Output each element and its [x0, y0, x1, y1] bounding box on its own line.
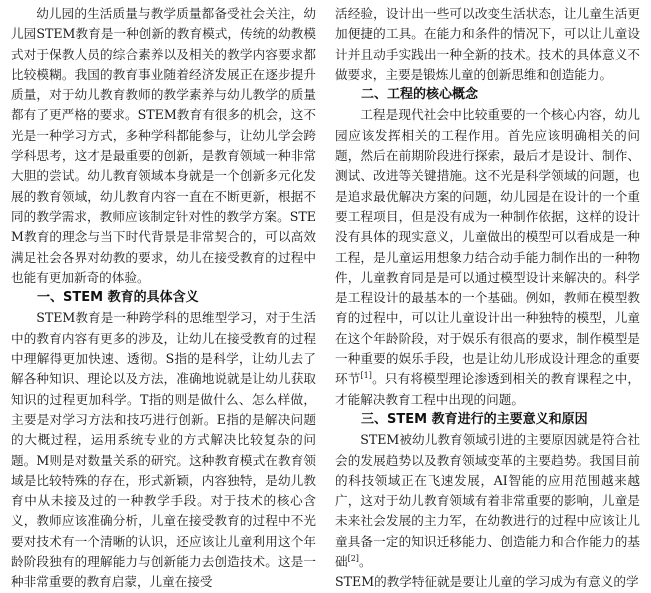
section-heading-3: 三、STEM 教育进行的主要意义和原因 — [361, 411, 588, 427]
left-column — [11, 4, 316, 593]
intro-paragraph: 幼儿园的生活质量与教学质量都备受社会关注，幼儿园STEM教育是一种创新的教育模式，传统的幼教模式对于保教人员的综合素养以及相关的教学内容要求都比较模糊。我国的教育事业随着经济发展正在逐步提升质量，对于幼儿教育教师的教学素养与幼儿教学的质量都有了更严格的要求。STEM教育有很多的机会，这不光是一种学习方式，多种学科都能参与，让幼儿学会跨学科思考，这才是最重要的创新，是教育领域一种非常大胆的尝试。幼儿教育领域本身就是一个创新多元化发展的教育领域，幼儿教育内容一直在不断更新，根据不同的教学需求，教师应该制定针对性的教学方案。STEM教育的理念与当下时代背景是非常契合的，可以高效满足社会各界对幼教的要求，幼儿在接受教育的过程中也能有更加新奇的体验。 — [11, 6, 316, 285]
engineering-paragraph — [335, 105, 640, 409]
engineering-paragraph-tail: 。只有将模型理论渗透到相关的教育课程之中，才能解决教育工程中出现的问题。 — [335, 371, 641, 407]
right-column — [335, 4, 640, 593]
significance-paragraph — [335, 430, 640, 572]
significance-paragraph-text: STEM被幼儿教育领域引进的主要原因就是符合社会的发展趋势以及教育领域变革的主要趋势。我国目前的科技领域正在飞速发展，AI智能的应用范围越来越广，这对于幼儿教育领域有着非常重要的影响，儿童是未来社会发展的主力军，在幼教进行的过程中应该让儿童具备一定的知识迁移能力、创造能力和合作能力的基础 — [335, 432, 640, 570]
section-heading-1: 一、STEM 教育的具体含义 — [37, 290, 199, 306]
section-heading-2: 二、工程的核心概念 — [361, 87, 479, 103]
engineering-paragraph-text: 工程是现代社会中比较重要的一个核心内容，幼儿园应该发挥相关的工程作用。首先应该明确相关的问题，然后在前期阶段进行探索，最后才是设计、制作、测试、改进等关键措施。这不光是科学领域的问题，也是追求最优解决方案的问题，幼儿园是在设计的一个重要工程项目，但是没有成为一种制作依据，这样的设计没有具体的现实意义，儿童做出的模型可以看成是一种工程，是儿童运用想象力结合动手能力制作出的一种物件，儿童教育同是是可以通过模型设计来解决的。科学是工程设计的最基本的一个基础。例如，教师在模型教育的过程中，可以让儿童设计出一种独特的模型，儿童在这个年龄阶段，对于娱乐有很高的要求，制作模型是一种重要的娱乐手段，也是让幼儿形成设计理念的重要环节 — [335, 107, 640, 387]
continued-paragraph: 活经验，设计出一些可以改变生活状态，让儿童生活更加便捷的工具。在能力和条件的情况下，可以让儿童设计并且动手实践出一种全新的技术。技术的具体意义不做要求，主要是锻炼儿童的创新思维和创造能力。 — [335, 6, 640, 82]
citation-ref-2: [2] — [347, 553, 359, 563]
teaching-feature-paragraph: STEM的教学特征就是要让儿童的学习成为有意义的学 — [335, 574, 639, 590]
significance-paragraph-tail: 。 — [358, 554, 372, 570]
citation-ref-1: [1] — [360, 371, 372, 381]
stem-definition-paragraph: STEM教育是一种跨学科的思维型学习，对于生活中的教育内容有更多的涉及，让幼儿在接受教育的过程中理解得更加快速、透彻。S指的是科学，让幼儿去了解各种知识、理论以及方法，准确地说就是让幼儿获取知识的过程更加科学。T指的则是做什么、怎么样做，主要是对学习方法和技巧进行创新。E指的是解决问题的大概过程，运用系统专业的方式解决比较复杂的问题。M则是对数量关系的研究。这种教育模式在教育领域是比较特殊的存在，形式新颖，内容独特，是幼儿教育中从未接及过的一种教学手段。对于技术的核心含义，教师应该准确分析，儿童在接受教育的过程中不光要对技术有一个清晰的认识，还应该让儿童利用这个年龄阶段独有的理解能力与创新能力去创造技术。这是一种非常重要的教育启蒙，儿童在接受 — [11, 310, 316, 590]
